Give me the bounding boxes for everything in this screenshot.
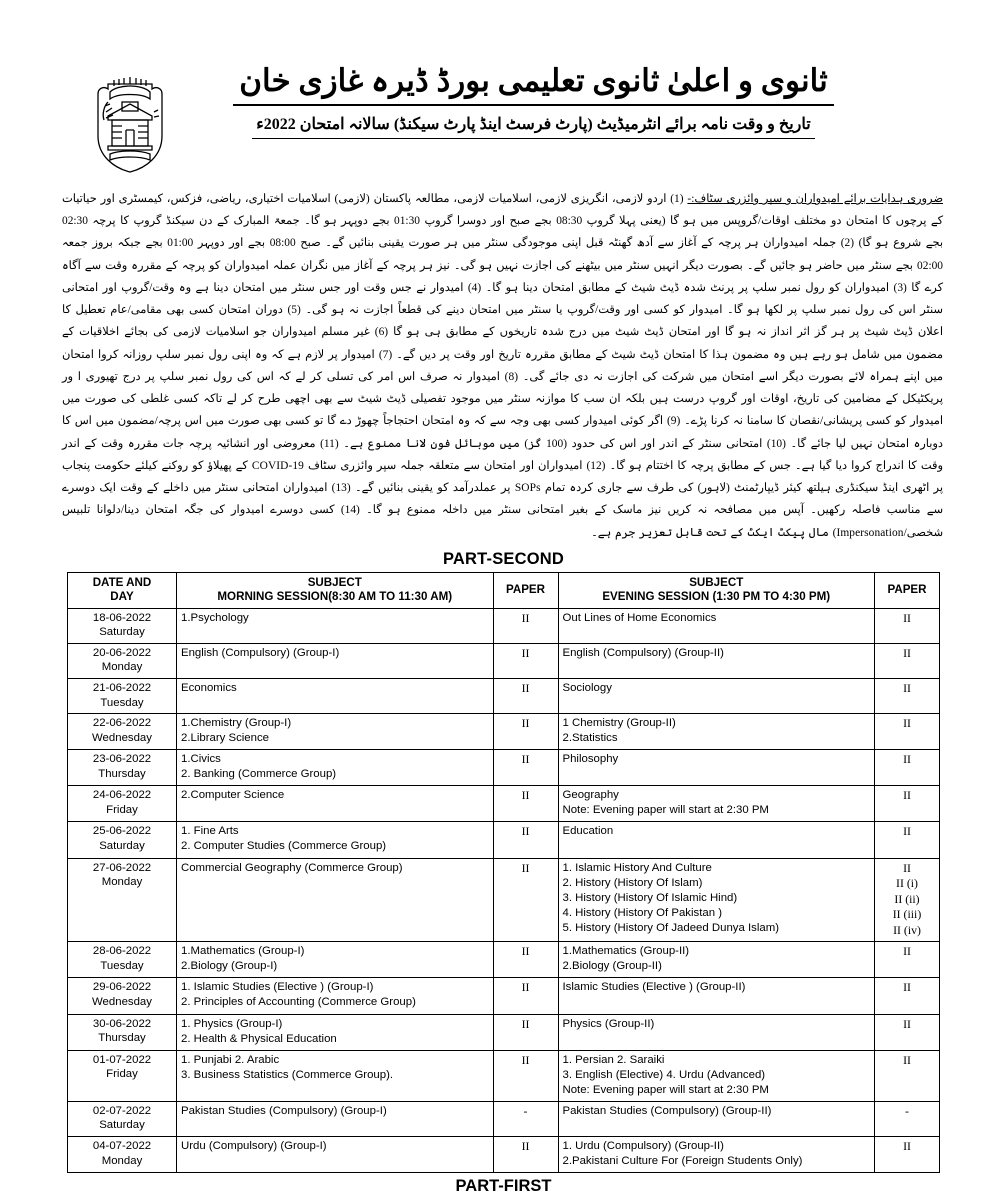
subject-line: Education [562, 825, 614, 838]
table-row [68, 822, 940, 858]
paper-value: II [903, 752, 911, 767]
cell-morning-paper [493, 1050, 558, 1101]
schedule-table [67, 572, 940, 1173]
date-value: 18-06-2022 [92, 611, 152, 624]
table-row [68, 1014, 940, 1050]
cell-evening-paper [875, 942, 940, 978]
paper-value: II [521, 610, 530, 625]
table-body [68, 608, 940, 1172]
paper-value: II [521, 680, 530, 695]
cell-date [68, 1136, 177, 1172]
header-date-line2: DAY [110, 589, 134, 603]
table-row [68, 678, 940, 713]
cell-date [68, 1050, 177, 1101]
cell-morning-subject [177, 1050, 494, 1101]
subject-line: 2. Health & Physical Education [181, 1032, 337, 1045]
subject-line: 1. Islamic Studies (Elective ) (Group-I) [181, 981, 374, 994]
cell-morning-subject [177, 678, 494, 713]
instructions-block [62, 188, 943, 544]
day-value: Wednesday [92, 996, 152, 1008]
cell-date [68, 786, 177, 822]
cell-morning-subject [177, 942, 494, 978]
table-row [68, 750, 940, 786]
paper-value: II [521, 824, 530, 839]
part-first-label: PART-FIRST [455, 1177, 552, 1196]
subject-line: 2.Statistics [562, 732, 618, 745]
cell-evening-paper [875, 1014, 940, 1050]
paper-value: II [521, 788, 530, 803]
date-value: 02-07-2022 [92, 1104, 152, 1117]
paper-value: II [903, 1138, 911, 1153]
table-row [68, 1050, 940, 1101]
cell-evening-subject [558, 608, 875, 643]
date-value: 30-06-2022 [92, 1017, 152, 1030]
cell-evening-subject [558, 714, 875, 750]
column-header-morning-paper [493, 572, 558, 608]
subject-line: Geography [562, 789, 619, 802]
day-value: Saturday [99, 1119, 145, 1132]
cell-morning-subject [177, 786, 494, 822]
subject-line: 2. Principles of Accounting (Commerce Group) [181, 996, 416, 1009]
cell-date [68, 750, 177, 786]
paper-value: II [521, 645, 530, 660]
subject-line: Pakistan Studies (Compulsory) (Group-I) [181, 1104, 387, 1117]
cell-morning-paper [493, 1101, 558, 1136]
cell-evening-subject [558, 1136, 875, 1172]
cell-evening-paper [875, 643, 940, 678]
cell-morning-subject [177, 643, 494, 678]
cell-evening-paper [875, 822, 940, 858]
subject-line: 2. Banking (Commerce Group) [181, 768, 337, 781]
day-value: Thursday [98, 1032, 146, 1045]
cell-evening-paper [875, 750, 940, 786]
header-evening-line1: SUBJECT [689, 575, 744, 589]
subject-line: 3. Business Statistics (Commerce Group). [181, 1068, 394, 1081]
subject-line: 2.Computer Science [181, 789, 285, 802]
date-value: 20-06-2022 [92, 646, 152, 659]
cell-evening-subject [558, 1014, 875, 1050]
cell-evening-paper [875, 1050, 940, 1101]
subject-line: Commercial Geography (Commerce Group) [181, 861, 403, 874]
header-morning-line1: SUBJECT [307, 575, 362, 589]
column-header-date [68, 572, 177, 608]
subject-line: 2.Biology (Group-II) [562, 960, 662, 973]
cell-evening-subject [558, 942, 875, 978]
date-value: 28-06-2022 [92, 945, 152, 958]
day-value: Friday [106, 1068, 138, 1081]
subject-line: Sociology [562, 681, 612, 694]
subject-line: English (Compulsory) (Group-I) [181, 646, 340, 659]
table-row [68, 858, 940, 942]
cell-evening-paper [875, 678, 940, 713]
date-value: 29-06-2022 [92, 981, 152, 994]
table-row [68, 643, 940, 678]
subject-line: 1.Mathematics (Group-II) [562, 945, 690, 958]
day-value: Friday [106, 803, 138, 816]
cell-evening-subject [558, 643, 875, 678]
date-value: 01-07-2022 [92, 1053, 152, 1066]
subject-line: 1.Mathematics (Group-I) [181, 945, 305, 958]
paper-value: II (iv) [893, 922, 921, 937]
cell-date [68, 678, 177, 713]
cell-morning-paper [493, 608, 558, 643]
subject-line: 1.Civics [181, 753, 221, 766]
cell-date [68, 942, 177, 978]
subject-line: 4. History (History Of Pakistan ) [562, 906, 723, 919]
paper-value: II [521, 944, 530, 959]
schedule-table-wrapper [67, 572, 940, 1173]
cell-evening-subject [558, 678, 875, 713]
page-header [0, 0, 1007, 180]
cell-evening-subject [558, 822, 875, 858]
day-value: Monday [101, 1154, 143, 1167]
header-evening-paper: PAPER [887, 582, 927, 596]
date-value: 23-06-2022 [92, 753, 152, 766]
paper-value: II [903, 680, 911, 695]
subject-line: 1. Persian 2. Saraiki [562, 1053, 665, 1066]
subject-line: 1. Punjabi 2. Arabic [181, 1053, 280, 1066]
datesheet-subtitle: تاریخ و وقت نامہ برائے انٹرمیڈیٹ (پارٹ فرسٹ اینڈ پارٹ سیکنڈ) سالانہ امتحان 2022ء [252, 115, 814, 139]
paper-value: II [521, 860, 530, 875]
cell-evening-subject [558, 750, 875, 786]
cell-morning-subject [177, 750, 494, 786]
table-row [68, 714, 940, 750]
subject-line: 2.Library Science [181, 732, 270, 745]
day-value: Wednesday [92, 731, 152, 744]
subject-note: Note: Evening paper will start at 2:30 PM [562, 1083, 769, 1096]
subject-line: 1 Chemistry (Group-II) [562, 717, 676, 730]
subject-line: 3. History (History Of Islamic Hind) [562, 891, 738, 904]
subject-note: Note: Evening paper will start at 2:30 PM [562, 804, 769, 817]
paper-value: II [521, 1138, 530, 1153]
cell-evening-subject [558, 858, 875, 942]
subject-line: 1.Psychology [181, 611, 249, 624]
cell-evening-subject [558, 978, 875, 1014]
day-value: Saturday [99, 840, 145, 852]
paper-value: II [903, 788, 911, 803]
day-value: Thursday [98, 767, 146, 780]
cell-morning-subject [177, 858, 494, 942]
subject-line: 1. Urdu (Compulsory) (Group-II) [562, 1139, 724, 1152]
cell-morning-subject [177, 714, 494, 750]
subject-line: 1. Fine Arts [181, 825, 239, 838]
date-value: 27-06-2022 [92, 861, 152, 874]
paper-value: II [903, 716, 911, 731]
cell-morning-paper [493, 643, 558, 678]
paper-value: II (i) [896, 876, 918, 891]
cell-morning-subject [177, 1136, 494, 1172]
subject-line: 1. Physics (Group-I) [181, 1017, 283, 1030]
cell-morning-paper [493, 978, 558, 1014]
paper-value: II [521, 752, 530, 767]
cell-morning-subject [177, 1101, 494, 1136]
date-value: 04-07-2022 [92, 1139, 152, 1152]
cell-date [68, 978, 177, 1014]
subject-line: English (Compulsory) (Group-II) [562, 646, 724, 659]
day-value: Tuesday [100, 959, 144, 972]
header-morning-line2: MORNING SESSION(8:30 AM TO 11:30 AM) [217, 589, 453, 603]
paper-value: II [903, 824, 911, 839]
cell-morning-subject [177, 1014, 494, 1050]
paper-value: II (iii) [892, 907, 922, 922]
cell-morning-paper [493, 750, 558, 786]
cell-morning-subject [177, 608, 494, 643]
cell-date [68, 822, 177, 858]
table-header-row [68, 572, 940, 608]
header-evening-line2: EVENING SESSION (1:30 PM TO 4:30 PM) [602, 589, 831, 603]
paper-value: II [521, 716, 530, 731]
subject-line: 2.Pakistani Culture For (Foreign Students Only) [562, 1154, 803, 1167]
cell-date [68, 608, 177, 643]
cell-evening-paper [875, 978, 940, 1014]
cell-morning-paper [493, 822, 558, 858]
cell-morning-paper [493, 1014, 558, 1050]
paper-value: II [903, 1052, 911, 1067]
table-row [68, 1136, 940, 1172]
cell-morning-subject [177, 978, 494, 1014]
paper-value: II [903, 944, 911, 959]
column-header-evening-paper [875, 572, 940, 608]
header-morning-paper: PAPER [505, 582, 546, 596]
subject-line: Urdu (Compulsory) (Group-I) [181, 1139, 327, 1152]
day-value: Monday [101, 876, 143, 889]
subject-line: 1. Islamic History And Culture [562, 861, 712, 874]
instructions-text: (1) اردو لازمی، انگریزی لازمی، اسلامیات لازمی، مطالعہ پاکستان (لازمی) اسلامیات اختیاری، ریاضی، فزکس، کیمسٹری اور حیاتیات کے پرچوں کا امتحان دو مختلف اوقات/گروپس میں ہو گا (یعنی پہلا گروپ 08:30 بجے صبح اور دوسرا گروپ 01:30 بجے دوپہر ہو گا۔ جمعۃ المبارک کے دن سیکنڈ گروپ کا پرچہ 02:30 بجے شروع ہو گا) (2) جملہ امیدواران ہر پرچہ کے آغاز سے آدھ گھنٹہ قبل اپنی موجودگی سنٹر میں ہر صورت یقینی بنائیں گے۔ صبح 08:00 بجے اور دوپہر 01:00 بجے جبکہ بروز جمعہ 02:00 بجے سنٹر میں حاضر ہو جائیں گے۔ بصورت دیگر انہیں سنٹر میں بیٹھنے کی اجازت نہیں ہو گی۔ نیز ہر پرچہ کے آغاز میں نگران عملہ امیدواران کو پرچہ کے مقررہ وقت سے آگاہ کرے گا (3) امیدواران کو رول نمبر سلپ پر پرنٹ شدہ ڈیٹ شیٹ کے مطابق امتحان دینا ہو گا۔ (4) امیدوار نے جس وقت اور جس سنٹر میں امتحان دینا ہے وہ وقت/گروپ اور امتحانی سنٹر اس کی رول نمبر سلپ پر لکھا ہو گا۔ امیدوار کو کسی اور وقت/گروپ یا سنٹر میں امتحان دینے کی قطعاً اجازت نہ ہو گی۔ (5) دوران امتحان کسی بھی مقامی/عام تعطیل کا اعلان ڈیٹ شیٹ پر ہر گز اثر انداز نہ ہو گا اور امتحان ڈیٹ شیٹ میں درج شدہ تاریخوں کے مطابق ہی ہو گا (6) غیر مسلم امیدواران جو اسلامیات لازمی کی بجائے اخلاقیات کے مضمون میں شامل ہو رہے ہیں وہ مضمون ہذا کا امتحان ڈیٹ شیٹ کے مطابق مقررہ تاریخ اور وقت پر دیں گے۔ (7) امیدوار پر لازم ہے کہ وہ اپنی رول نمبر سلپ روزانہ کروا امتحان میں اپنے ہمراہ لائے بصورت دیگر اسے امتحان میں شرکت کی اجازت نہ دی جائے گی۔ (8) امیدوار نہ صرف اس امر کی تسلی کر لے کہ اس کی رول نمبر سلپ پر درج تھیوری ا ور پریکٹیکل کے مضامین کی تاریخ، اوقات اور گروپ درست ہیں بلکہ ان سب کا موازنہ سنٹر میں موجود تفصیلی ڈیٹ شیٹ سے بھی اچھی طرح کر لے تاکہ کسی غلطی کی صورت میں امیدوار کو کسی پریشانی/نقصان کا سامنا نہ کرنا پڑے۔ (9) اگر کوئی امیدوار کسی بھی وجہ سے کہ وہ امتحان احتجاجاً چھوڑ دے گا تو کسی بھی صورت میں اس پرچہ/مضمون میں اس کا دوبارہ امتحان نہیں لیا جائے گا۔ (10) امتحانی سنٹر کے اندر اور اس کی حدود (100 گز) میں موبائل فون لانا ممنوع ہے۔ (11) معروضی اور انشائیہ پرچہ جات مقررہ وقت کے اندر وقت کا اندراج کروا دیا گیا ہے۔ جس کے مطابق پرچہ کا اختتام ہو گا۔ (12) امیدواران اور امتحان سے متعلقہ جملہ سپر وائزری سٹاف COVID-19 کے پھیلاؤ کو روکنے کیلئے حکومت پنجاب پر اٹھری اینڈ سیکنڈری ہیلتھ کیئر ڈیپارٹمنٹ (لاہور) کی طرف سے جاری کردہ تمام SOPs پر عملدرآمد کو یقینی بنائیں گے۔ (13) امیدواران امتحانی سنٹر میں داخلے کے وقت ایک دوسرے سے مناسب فاصلہ رکھیں۔ آپس میں مصافحہ نہ کریں نیز ماسک کے بغیر امتحانی سنٹر میں داخلہ ممنوع ہو گا۔ (14) کسی دوسرے امیدوار کی جگہ امتحان دینا/دلوانا تلبیس شخصی/Impersonation) مال پیکٹ ایکٹ کے تحت قابل تعزیر جرم ہے۔ [62, 193, 944, 539]
cell-evening-subject [558, 786, 875, 822]
cell-evening-subject [558, 1101, 875, 1136]
subject-line: 5. History (History Of Jadeed Dunya Islam) [562, 921, 779, 934]
table-row [68, 978, 940, 1014]
subject-line: Islamic Studies (Elective ) (Group-II) [562, 981, 746, 994]
cell-evening-paper [875, 1136, 940, 1172]
table-row [68, 942, 940, 978]
subject-line: Pakistan Studies (Compulsory) (Group-II) [562, 1104, 772, 1117]
cell-date [68, 858, 177, 942]
board-title: ثانوی و اعلیٰ ثانوی تعلیمی بورڈ ڈیرہ غازی خان [233, 62, 834, 106]
paper-value: II (ii) [894, 891, 920, 906]
cell-evening-paper [875, 858, 940, 942]
paper-value: - [905, 1103, 909, 1118]
cell-morning-paper [493, 942, 558, 978]
paper-value: - [523, 1103, 528, 1118]
date-value: 21-06-2022 [92, 681, 152, 694]
table-row [68, 786, 940, 822]
subject-line: 1.Chemistry (Group-I) [181, 717, 292, 730]
day-value: Saturday [99, 626, 145, 639]
cell-date [68, 714, 177, 750]
paper-value: II [903, 980, 911, 995]
cell-evening-subject [558, 1050, 875, 1101]
cell-evening-paper [875, 608, 940, 643]
subject-line: Economics [181, 681, 237, 694]
subject-line: 3. English (Elective) 4. Urdu (Advanced) [562, 1068, 766, 1081]
table-row [68, 1101, 940, 1136]
column-header-evening-subject [558, 572, 875, 608]
paper-value: II [903, 1016, 911, 1031]
date-value: 22-06-2022 [92, 717, 152, 730]
cell-morning-paper [493, 786, 558, 822]
paper-value: II [521, 1016, 530, 1031]
paper-value: II [903, 860, 911, 875]
cell-evening-paper [875, 1101, 940, 1136]
cell-date [68, 643, 177, 678]
paper-value: II [903, 645, 911, 660]
paper-value: II [521, 1052, 530, 1067]
cell-evening-paper [875, 786, 940, 822]
subject-line: 2.Biology (Group-I) [181, 960, 278, 973]
date-value: 25-06-2022 [92, 825, 152, 838]
board-crest-icon [88, 72, 172, 176]
subject-line: Out Lines of Home Economics [562, 611, 717, 624]
date-value: 24-06-2022 [92, 789, 152, 802]
cell-morning-paper [493, 1136, 558, 1172]
subject-line: Physics (Group-II) [562, 1017, 655, 1030]
cell-morning-subject [177, 822, 494, 858]
cell-evening-paper [875, 714, 940, 750]
cell-date [68, 1014, 177, 1050]
cell-morning-paper [493, 714, 558, 750]
column-header-morning-subject [177, 572, 494, 608]
part-second-label: PART-SECOND [442, 549, 565, 568]
cell-morning-paper [493, 678, 558, 713]
header-date-line1: DATE AND [92, 575, 152, 589]
subject-line: 2. Computer Studies (Commerce Group) [181, 840, 387, 853]
day-value: Tuesday [100, 696, 144, 709]
paper-value: II [521, 980, 530, 995]
cell-date [68, 1101, 177, 1136]
subject-line: 2. History (History Of Islam) [562, 876, 703, 889]
day-value: Monday [101, 661, 143, 674]
subject-line: Philosophy [562, 753, 619, 766]
paper-value: II [903, 610, 911, 625]
instructions-heading: ضروری ہدایات برائے امیدواران و سپر وائزری سٹاف:- [687, 193, 943, 205]
table-row [68, 608, 940, 643]
table-head [68, 572, 940, 608]
cell-morning-paper [493, 858, 558, 942]
